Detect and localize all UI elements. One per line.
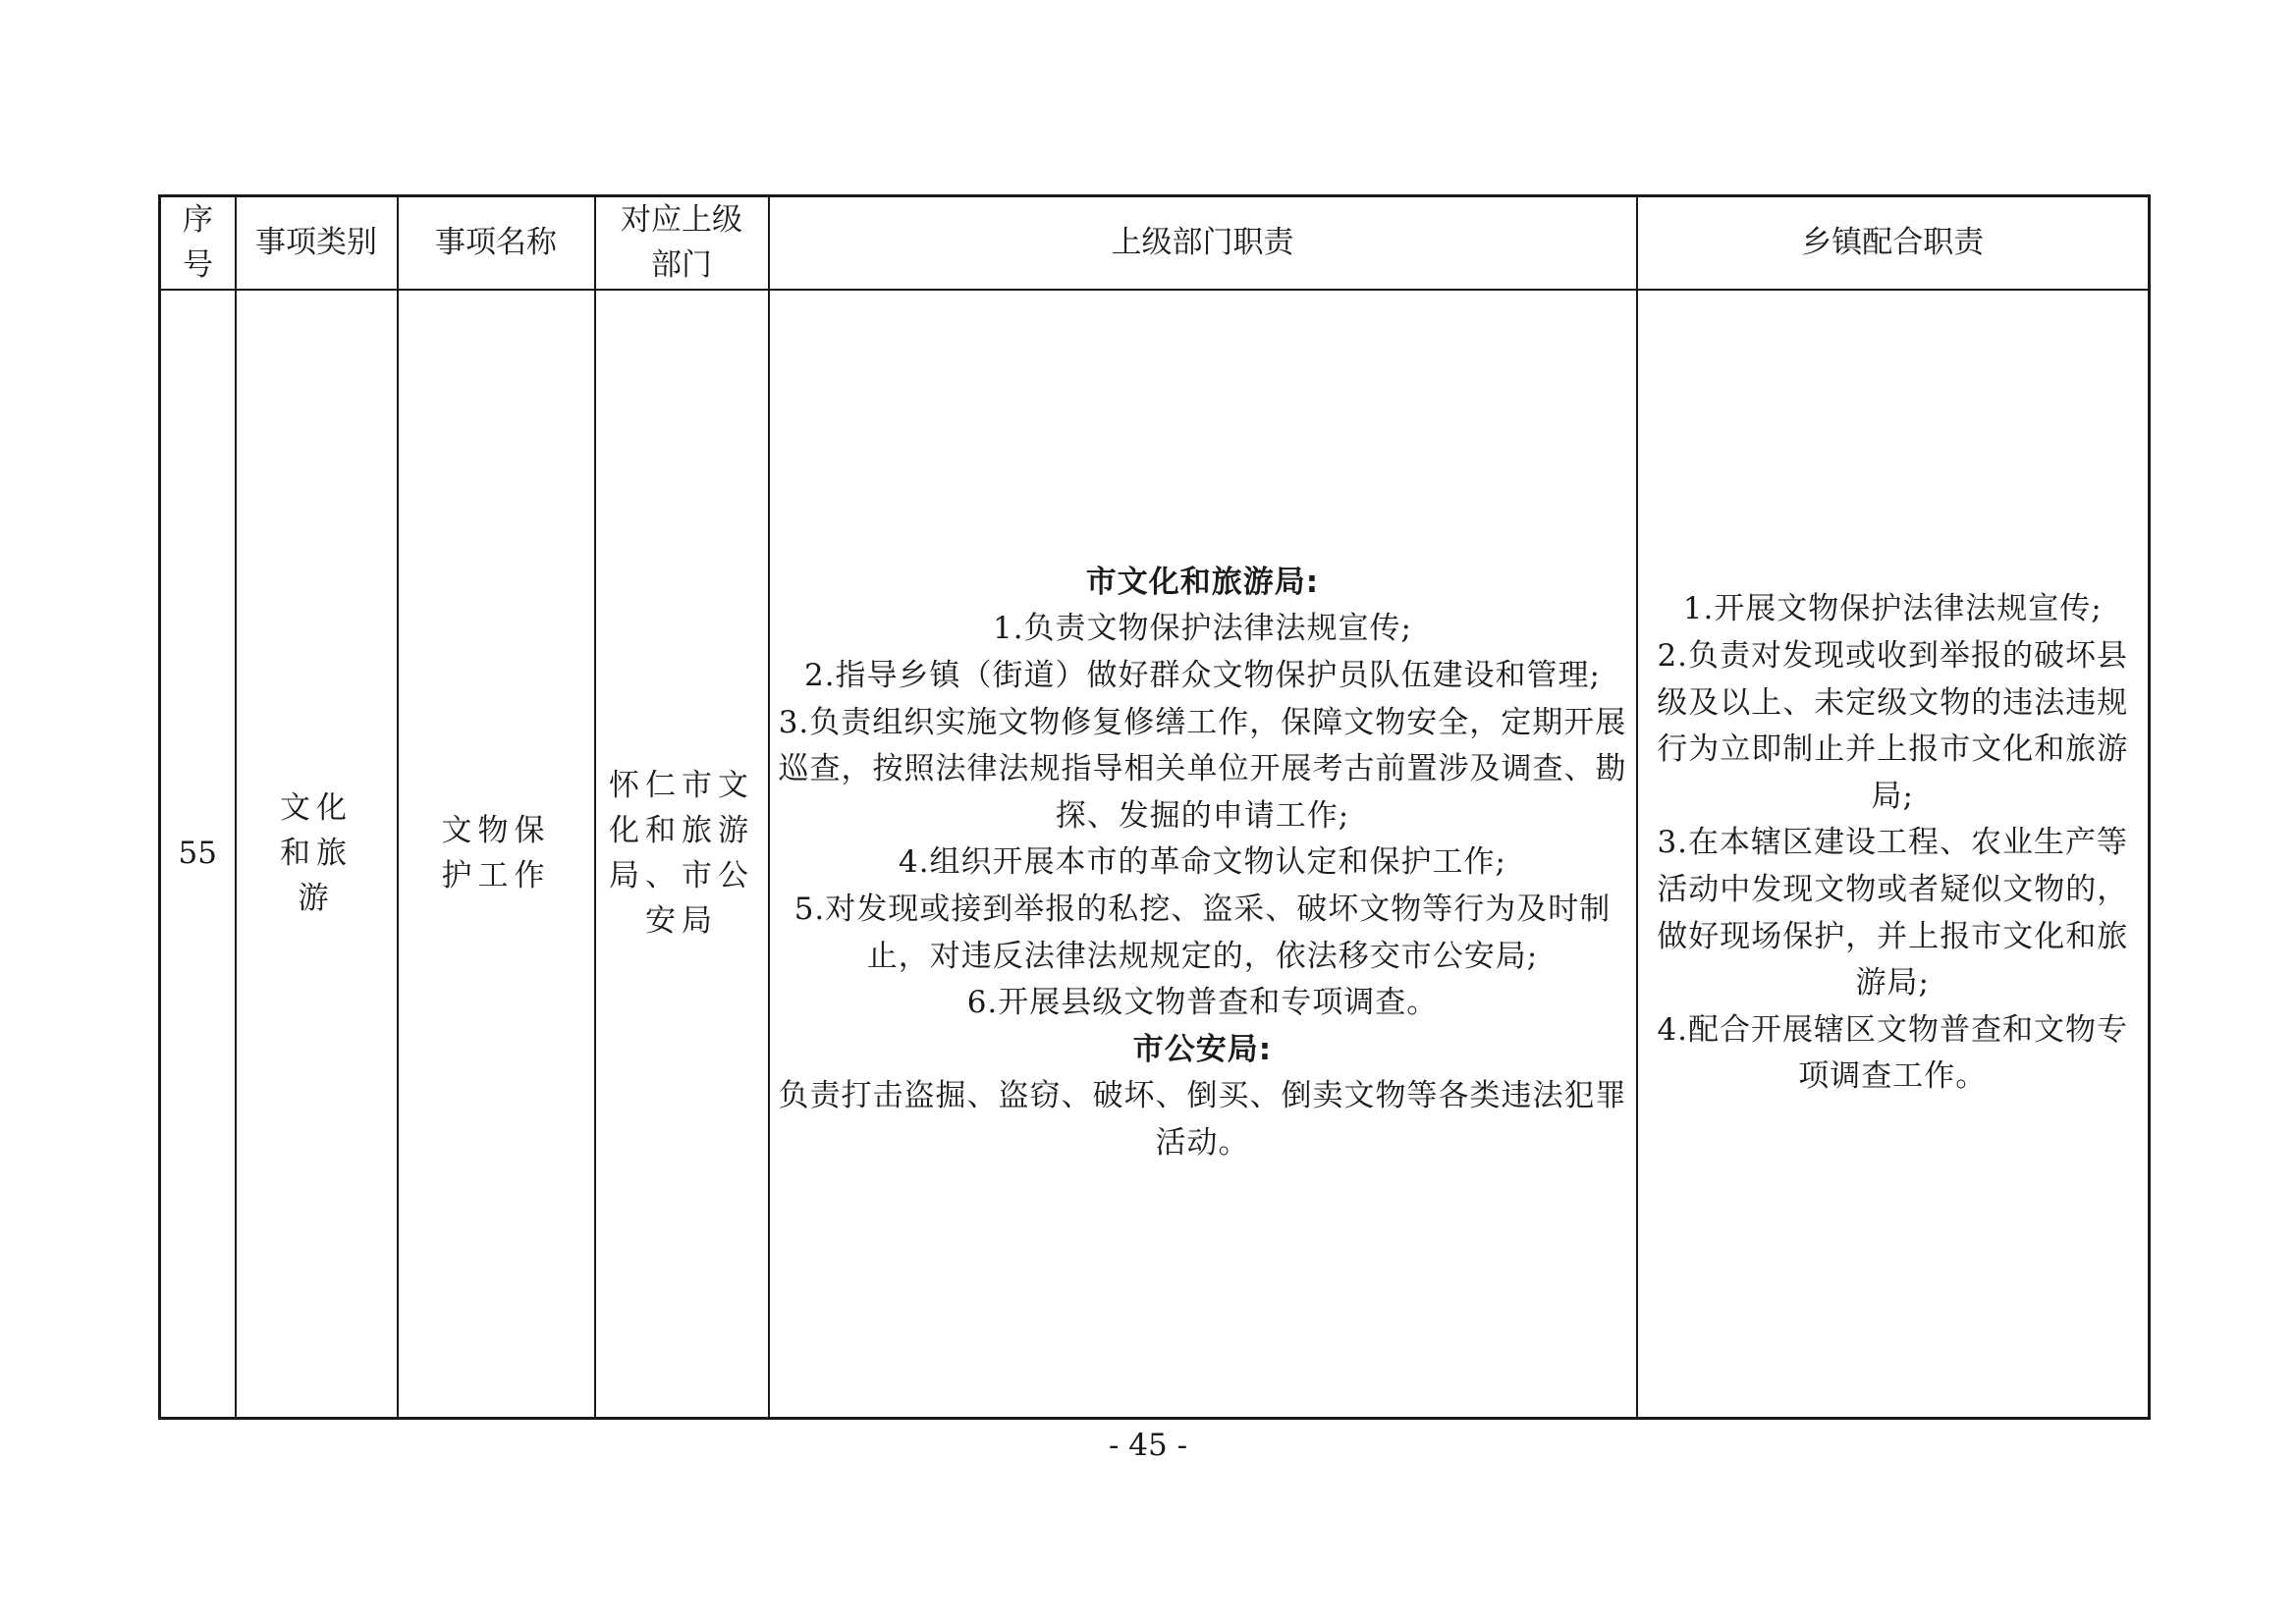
cell-superior-duty [769, 290, 1637, 1419]
header-dept: 对应上级部门 [595, 196, 769, 290]
superior-duty-item: 1.负责文物保护法律法规宣传; [992, 611, 1413, 647]
cell-township-duty [1637, 290, 2150, 1419]
superior-duty-item: 2.指导乡镇（街道）做好群众文物保护员队伍建设和管理; [803, 658, 1602, 694]
superior-duty-item: 6.开展县级文物普查和专项调查。 [966, 985, 1439, 1021]
cell-dept: 怀仁市文化和旅游局、市公安局 [595, 290, 769, 1419]
superior-duty-item: 4.组织开展本市的革命文物认定和保护工作; [898, 844, 1507, 881]
superior-block-heading: 市公安局: [1132, 1031, 1273, 1067]
township-duty-item: 4.配合开展辖区文物普查和文物专项调查工作。 [1657, 1011, 2129, 1095]
page-number: - 45 - [1108, 1428, 1188, 1463]
duty-table [158, 194, 2151, 1420]
township-duty-item: 1.开展文物保护法律法规宣传; [1682, 591, 2103, 627]
superior-block-heading: 市文化和旅游局: [1085, 564, 1320, 600]
header-name: 事项名称 [398, 196, 595, 290]
superior-duty-item: 3.负责组织实施文物修复修缮工作，保障文物安全，定期开展巡查，按照法律法规指导相关单位开展考古前置涉及调查、勘探、发掘的申请工作; [778, 704, 1627, 834]
table-row [160, 290, 2150, 1419]
header-no: 序号 [160, 196, 236, 290]
table-header-row [160, 196, 2150, 290]
township-duty-item: 3.在本辖区建设工程、农业生产等活动中发现文物或者疑似文物的，做好现场保护，并上报市文化和旅游局; [1657, 825, 2129, 1001]
header-category: 事项类别 [236, 196, 398, 290]
cell-category: 文化和旅游 [236, 290, 398, 1419]
header-township-duty: 乡镇配合职责 [1637, 196, 2150, 290]
township-duty-item: 2.负责对发现或收到举报的破坏县级及以上、未定级文物的违法违规行为立即制止并上报市文化和旅游局; [1657, 638, 2129, 814]
superior-duty-item: 5.对发现或接到举报的私挖、盗采、破坏文物等行为及时制止，对违反法律法规规定的，依法移交市公安局; [793, 892, 1612, 974]
header-superior-duty: 上级部门职责 [769, 196, 1637, 290]
superior-duty-item: 负责打击盗掘、盗窃、破坏、倒买、倒卖文物等各类违法犯罪活动。 [778, 1078, 1627, 1162]
cell-no: 55 [160, 290, 236, 1419]
cell-name: 文物保护工作 [398, 290, 595, 1419]
